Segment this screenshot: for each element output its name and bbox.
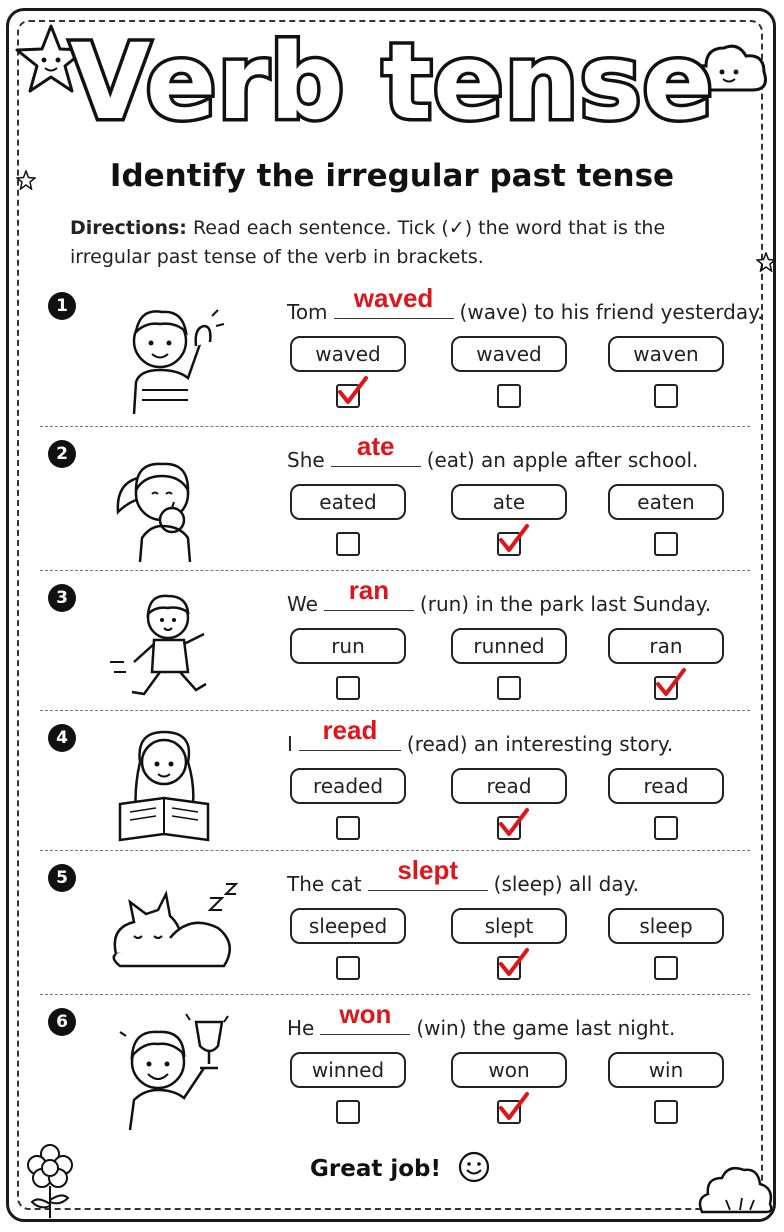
sentence-end: (read) an interesting story. xyxy=(406,732,674,756)
sentence-start: Tom xyxy=(287,300,328,324)
checkmark-icon xyxy=(654,668,686,700)
worksheet-subtitle: Identify the irregular past tense xyxy=(109,158,675,194)
boy-with-trophy-illustration xyxy=(100,1002,250,1132)
directions xyxy=(70,214,710,272)
answer-text: ate xyxy=(356,431,395,461)
question-number: 3 xyxy=(48,584,76,612)
answer-text: waved xyxy=(353,283,434,313)
checkbox[interactable] xyxy=(497,676,521,700)
question-number: 6 xyxy=(48,1008,76,1036)
answer-blank xyxy=(331,431,421,467)
sentence-end: (wave) to his friend yesterday. xyxy=(459,300,764,324)
checkbox-checked[interactable] xyxy=(497,956,521,980)
sentence-end: (win) the game last night. xyxy=(416,1016,676,1040)
question-row xyxy=(40,283,764,422)
question-row xyxy=(40,575,750,714)
answer-text: won xyxy=(339,999,392,1029)
answer-text: read xyxy=(322,715,378,745)
question-number: 4 xyxy=(48,724,76,752)
option-button[interactable]: read xyxy=(608,768,724,804)
checkbox[interactable] xyxy=(654,816,678,840)
sentence-start: She xyxy=(287,448,325,472)
question-sentence xyxy=(287,283,764,324)
option-button[interactable]: read xyxy=(451,768,567,804)
option-button[interactable]: won xyxy=(451,1052,567,1088)
small-star-icon xyxy=(756,252,776,272)
checkbox[interactable] xyxy=(336,1100,360,1124)
boy-waving-illustration xyxy=(100,286,250,416)
question-sentence xyxy=(287,431,699,472)
checkbox[interactable] xyxy=(654,384,678,408)
question-sentence xyxy=(287,855,639,896)
checkbox[interactable] xyxy=(654,956,678,980)
row-divider xyxy=(40,710,750,711)
option-button[interactable]: eated xyxy=(290,484,406,520)
checkmark-icon xyxy=(336,376,368,408)
question-row xyxy=(40,715,750,854)
checkbox-checked[interactable] xyxy=(654,676,678,700)
option-button[interactable]: win xyxy=(608,1052,724,1088)
sentence-end: (eat) an apple after school. xyxy=(426,448,699,472)
girl-reading-book-illustration xyxy=(100,718,250,848)
answer-blank xyxy=(320,999,410,1035)
smiley-icon xyxy=(457,1150,491,1184)
flower-icon xyxy=(20,1140,80,1220)
question-sentence xyxy=(287,575,712,616)
question-number: 1 xyxy=(48,292,76,320)
sleeping-cat-illustration xyxy=(100,858,250,988)
question-sentence xyxy=(287,999,676,1040)
sentence-start: I xyxy=(287,732,293,756)
checkbox-checked[interactable] xyxy=(497,1100,521,1124)
checkbox[interactable] xyxy=(654,532,678,556)
checkbox[interactable] xyxy=(654,1100,678,1124)
checkmark-icon xyxy=(497,1092,529,1124)
option-button[interactable]: run xyxy=(290,628,406,664)
checkbox-checked[interactable] xyxy=(497,816,521,840)
girl-eating-apple-illustration xyxy=(100,434,250,564)
answer-blank xyxy=(368,855,488,891)
row-divider xyxy=(40,426,750,427)
question-number: 5 xyxy=(48,864,76,892)
checkmark-icon xyxy=(497,524,529,556)
option-button[interactable]: waven xyxy=(608,336,724,372)
checkmark-icon xyxy=(497,948,529,980)
option-button[interactable]: readed xyxy=(290,768,406,804)
answer-blank xyxy=(324,575,414,611)
checkbox[interactable] xyxy=(336,816,360,840)
option-button[interactable]: ate xyxy=(451,484,567,520)
answer-text: ran xyxy=(348,575,390,605)
option-button[interactable]: eaten xyxy=(608,484,724,520)
sentence-start: The cat xyxy=(287,872,362,896)
option-button[interactable]: slept xyxy=(451,908,567,944)
checkbox[interactable] xyxy=(336,676,360,700)
checkbox[interactable] xyxy=(497,384,521,408)
row-divider xyxy=(40,850,750,851)
directions-label: Directions: xyxy=(70,217,187,239)
answer-blank xyxy=(334,283,454,319)
option-button[interactable]: sleep xyxy=(608,908,724,944)
question-row xyxy=(40,999,750,1138)
answer-text: slept xyxy=(397,855,458,885)
option-button[interactable]: ran xyxy=(608,628,724,664)
sentence-end: (sleep) all day. xyxy=(493,872,639,896)
bush-icon xyxy=(696,1160,776,1216)
question-row xyxy=(40,431,750,570)
question-row xyxy=(40,855,750,994)
option-button[interactable]: waved xyxy=(290,336,406,372)
footer-text: Great job! xyxy=(310,1156,441,1182)
worksheet-title: Verb tense xyxy=(69,21,714,143)
question-number: 2 xyxy=(48,440,76,468)
option-button[interactable]: winned xyxy=(290,1052,406,1088)
answer-blank xyxy=(299,715,401,751)
option-button[interactable]: sleeped xyxy=(290,908,406,944)
option-button[interactable]: runned xyxy=(451,628,567,664)
row-divider xyxy=(40,994,750,995)
checkbox-checked[interactable] xyxy=(497,532,521,556)
sentence-start: We xyxy=(287,592,318,616)
checkmark-icon xyxy=(497,808,529,840)
row-divider xyxy=(40,570,750,571)
sentence-start: He xyxy=(287,1016,315,1040)
footer xyxy=(310,1150,491,1184)
checkbox-checked[interactable] xyxy=(336,384,360,408)
boy-running-illustration xyxy=(100,578,250,708)
option-button[interactable]: waved xyxy=(451,336,567,372)
checkbox[interactable] xyxy=(336,956,360,980)
sentence-end: (run) in the park last Sunday. xyxy=(419,592,712,616)
directions-text: Read each sentence. Tick (✓) the word that is the irregular past tense of the verb in brackets. xyxy=(70,217,666,268)
checkbox[interactable] xyxy=(336,532,360,556)
question-sentence xyxy=(287,715,674,756)
